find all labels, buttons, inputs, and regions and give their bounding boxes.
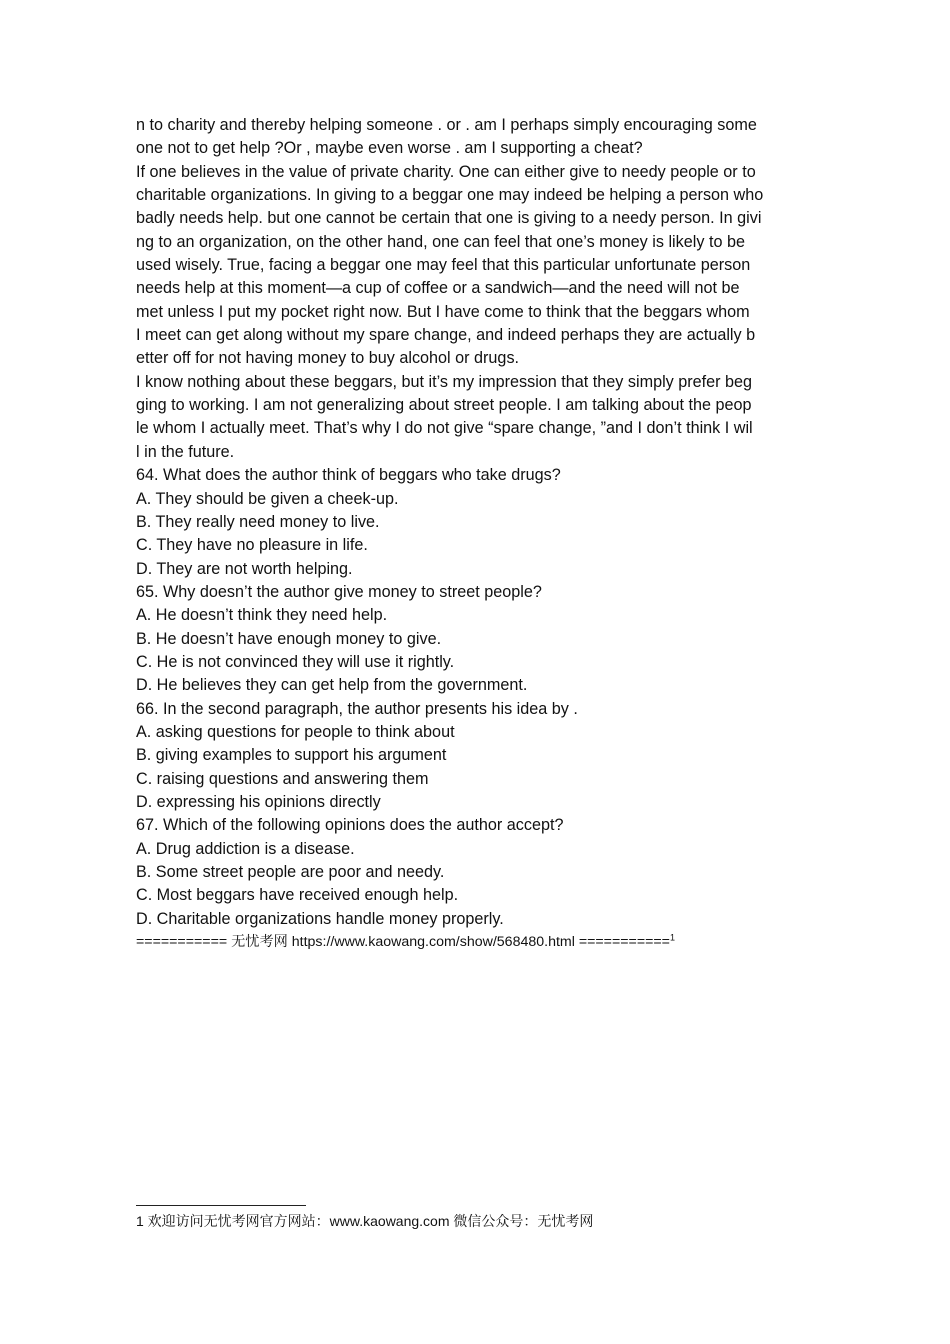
source-separator-text: =========== 无忧考网 https://www.kaowang.com/show/568480.html =========== bbox=[136, 934, 670, 951]
answer-option: A. He doesn’t think they need help. bbox=[136, 606, 388, 625]
question-stem: 64. What does the author think of beggars who take drugs? bbox=[136, 466, 561, 485]
answer-option: C. raising questions and answering them bbox=[136, 769, 429, 788]
passage-line: one not to get help ?Or , maybe even worse . am I supporting a cheat? bbox=[136, 139, 643, 158]
passage-line: le whom I actually meet. That’s why I do not give “spare change, ”and I don’t think I wil bbox=[136, 419, 753, 438]
answer-option: C. Most beggars have received enough help. bbox=[136, 886, 459, 905]
reading-passage bbox=[136, 114, 816, 464]
answer-option: C. He is not convinced they will use it rightly. bbox=[136, 652, 455, 671]
question-stem: 67. Which of the following opinions does the author accept? bbox=[136, 816, 564, 835]
passage-line: charitable organizations. In giving to a beggar one may indeed be helping a person who bbox=[136, 186, 764, 205]
passage-line: etter off for not having money to buy alcohol or drugs. bbox=[136, 349, 520, 368]
answer-option: D. He believes they can get help from the government. bbox=[136, 676, 528, 695]
answer-option: A. asking questions for people to think about bbox=[136, 722, 455, 741]
footnote: 1 欢迎访问无忧考网官方网站：www.kaowang.com 微信公众号：无忧考网 bbox=[136, 1213, 594, 1229]
passage-line: met unless I put my pocket right now. But I have come to think that the beggars whom bbox=[136, 302, 750, 321]
answer-option: A. Drug addiction is a disease. bbox=[136, 839, 355, 858]
question-66 bbox=[136, 698, 816, 815]
footnote-divider bbox=[136, 1205, 306, 1206]
passage-line: I know nothing about these beggars, but it’s my impression that they simply prefer beg bbox=[136, 372, 753, 391]
question-stem: 66. In the second paragraph, the author presents his idea by . bbox=[136, 699, 578, 718]
source-separator bbox=[136, 931, 816, 954]
question-stem: 65. Why doesn’t the author give money to street people? bbox=[136, 582, 542, 601]
answer-option: B. giving examples to support his argument bbox=[136, 746, 447, 765]
passage-line: I meet can get along without my spare change, and indeed perhaps they are actually b bbox=[136, 326, 756, 345]
answer-option: B. Some street people are poor and needy. bbox=[136, 863, 445, 881]
answer-option: D. They are not worth helping. bbox=[136, 559, 353, 578]
answer-option: A. They should be given a cheek-up. bbox=[136, 489, 399, 508]
answer-option: C. They have no pleasure in life. bbox=[136, 536, 368, 555]
passage-line: If one believes in the value of private charity. One can either give to needy people or to bbox=[136, 162, 756, 181]
question-67 bbox=[136, 814, 816, 931]
passage-line: needs help at this moment—a cup of coffee or a sandwich—and the need will not be bbox=[136, 279, 740, 298]
answer-option: D. Charitable organizations handle money properly. bbox=[136, 909, 504, 928]
passage-line: used wisely. True, facing a beggar one may feel that this particular unfortunate person bbox=[136, 256, 751, 275]
question-65 bbox=[136, 581, 816, 698]
passage-line: l in the future. bbox=[136, 442, 235, 461]
answer-option: D. expressing his opinions directly bbox=[136, 792, 381, 811]
passage-line: ging to working. I am not generalizing about street people. I am talking about the peop bbox=[136, 396, 752, 415]
passage-line: ng to an organization, on the other hand, one can feel that one’s money is likely to be bbox=[136, 232, 745, 251]
document-body bbox=[136, 114, 816, 954]
passage-line: n to charity and thereby helping someone . or . am I perhaps simply encouraging some bbox=[136, 116, 757, 134]
answer-option: B. He doesn’t have enough money to give. bbox=[136, 629, 442, 648]
passage-line: badly needs help. but one cannot be certain that one is giving to a needy person. In givi bbox=[136, 209, 762, 228]
question-64 bbox=[136, 464, 816, 581]
footnote-reference[interactable]: 1 bbox=[669, 932, 675, 943]
answer-option: B. They really need money to live. bbox=[136, 512, 380, 531]
